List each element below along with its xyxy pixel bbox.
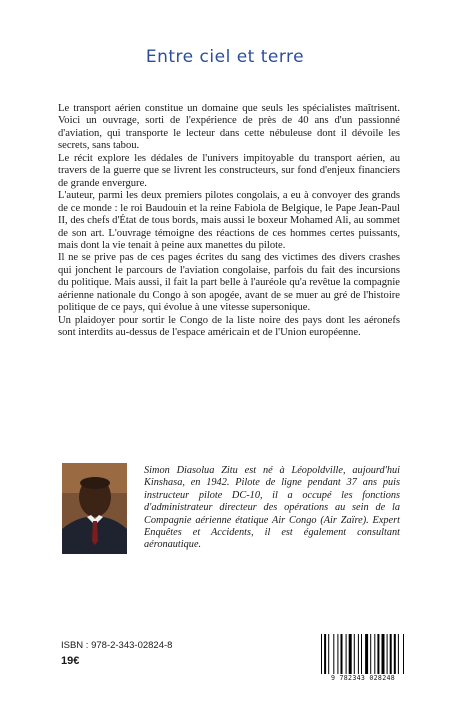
barcode-bars	[318, 634, 408, 674]
blurb-paragraph: Il ne se prive pas de ces pages écrites du sang des victimes des divers crashes qui jonchent le parcours de l'aviation congolaise, parfois du fait des incursions du politique. Mais aussi, il fait la part belle à l'auréole qu'a revêtue la compagnie aérienne nationale du Congo à son apogée, avant de se muer au gré de l'histoire politique de ce pays, qui évolue à une vitesse supersonique.	[58, 252, 400, 314]
author-portrait-illustration	[62, 463, 127, 554]
barcode-bar	[354, 634, 355, 674]
barcode-bar	[403, 634, 404, 674]
barcode-bar	[374, 634, 375, 674]
barcode-bar	[398, 634, 399, 674]
barcode-bar	[324, 634, 326, 674]
barcode-bar	[387, 634, 388, 674]
barcode-bar	[321, 634, 322, 674]
barcode-bar	[358, 634, 359, 674]
blurb-paragraph: L'auteur, parmi les deux premiers pilotes congolais, a eu à convoyer des grands de ce monde : le roi Baudouin et la reine Fabiola de Belgique, le Pape Jean-Paul II, des chefs d'État de tous bords, mais aussi le boxeur Mohamed Ali, au sommet de son art. L'ouvrage témoigne des réactions de ces hommes certes puissants, mais dont la vie tenait à peine aux manettes du pilote.	[58, 190, 400, 251]
barcode-bar	[337, 634, 338, 674]
barcode-bar	[361, 634, 362, 674]
barcode-bar	[341, 634, 343, 674]
barcode-bar	[365, 634, 368, 674]
barcode-bar	[382, 634, 385, 674]
back-cover-blurb	[58, 103, 400, 340]
barcode-bar	[346, 634, 347, 674]
book-title: Entre ciel et terre	[145, 47, 305, 67]
author-bio: Simon Diasolua Zitu est né à Léopoldville, aujourd'hui Kinshasa, en 1942. Pilote de ligne pendant 37 ans puis instructeur pilote DC-10, il a occupé les fonctions d'administrateur directeur des opérations au sein de la Compagnie aérienne étatique Air Congo (Air Zaïre). Expert Enquêtes et Accidents, il est également consultant aéronautique.	[144, 465, 400, 551]
barcode-bar	[349, 634, 352, 674]
barcode	[318, 634, 408, 684]
barcode-bar	[394, 634, 396, 674]
barcode-bar	[390, 634, 392, 674]
barcode-bar	[377, 634, 379, 674]
barcode-bar	[333, 634, 334, 674]
isbn-label: ISBN : 978-2-343-02824-8	[61, 640, 173, 651]
blurb-paragraph: Un plaidoyer pour sortir le Congo de la liste noire des pays dont les aéronefs sont interdits au-dessus de l'espace américain et de l'Union européenne.	[58, 314, 400, 339]
price-label: 19€	[61, 655, 80, 667]
barcode-bar	[328, 634, 329, 674]
blurb-paragraph: Le transport aérien constitue un domaine que seuls les spécialistes maîtrisent. Voici un ouvrage, sorti de l'expérience de près de 40 ans d'un passionné d'aviation, qui transporte le lecteur dans cette nébuleuse dont il dévoile les secrets, sans tabou.	[58, 103, 400, 152]
barcode-bar	[370, 634, 371, 674]
blurb-paragraph: Le récit explore les dédales de l'univers impitoyable du transport aérien, au travers de la guerre que se livrent les constructeurs, sur fond d'enjeux financiers de grande envergure.	[58, 152, 400, 189]
author-photo	[62, 463, 127, 554]
barcode-number: 9 782343 028248	[330, 674, 396, 682]
